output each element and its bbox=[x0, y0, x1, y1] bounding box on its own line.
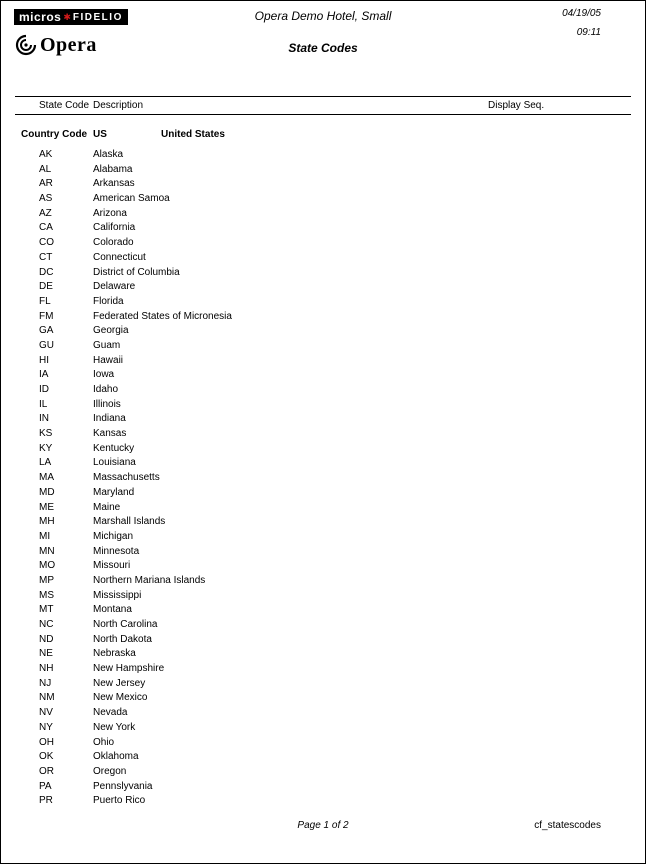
state-code-cell: MI bbox=[39, 530, 51, 542]
table-row bbox=[1, 545, 645, 560]
country-name-value: United States bbox=[161, 129, 225, 140]
state-code-cell: CA bbox=[39, 222, 53, 234]
state-description-cell: Colorado bbox=[93, 237, 134, 249]
state-code-cell: NY bbox=[39, 721, 53, 733]
state-code-cell: NE bbox=[39, 648, 53, 660]
date-time-block bbox=[562, 9, 601, 38]
state-code-cell: AZ bbox=[39, 207, 52, 219]
state-code-cell: HI bbox=[39, 354, 49, 366]
table-row bbox=[1, 618, 645, 633]
state-description-cell: Indiana bbox=[93, 413, 126, 425]
header-rule-top bbox=[15, 96, 631, 97]
state-description-cell: Georgia bbox=[93, 325, 129, 337]
table-row bbox=[1, 280, 645, 295]
table-row bbox=[1, 780, 645, 795]
state-description-cell: Nevada bbox=[93, 707, 128, 719]
table-row bbox=[1, 207, 645, 222]
state-description-cell: District of Columbia bbox=[93, 266, 180, 278]
state-code-cell: ME bbox=[39, 501, 54, 513]
state-code-cell: MN bbox=[39, 545, 55, 557]
table-row bbox=[1, 148, 645, 163]
state-description-cell: New Mexico bbox=[93, 692, 148, 704]
state-description-cell: Federated States of Micronesia bbox=[93, 310, 232, 322]
table-row bbox=[1, 662, 645, 677]
state-description-cell: New Hampshire bbox=[93, 663, 165, 675]
table-row bbox=[1, 677, 645, 692]
state-description-cell: Guam bbox=[93, 339, 121, 351]
state-description-cell: Delaware bbox=[93, 281, 136, 293]
state-code-cell: GU bbox=[39, 339, 54, 351]
report-time: 09:11 bbox=[576, 27, 601, 38]
state-code-cell: FL bbox=[39, 295, 51, 307]
state-description-cell: North Dakota bbox=[93, 633, 152, 645]
state-code-cell: AL bbox=[39, 163, 52, 175]
table-row bbox=[1, 456, 645, 471]
table-row bbox=[1, 574, 645, 589]
table-row bbox=[1, 515, 645, 530]
table-row bbox=[1, 633, 645, 648]
state-code-cell: NH bbox=[39, 663, 54, 675]
state-description-cell: North Carolina bbox=[93, 619, 158, 630]
state-description-cell: Oregon bbox=[93, 765, 127, 777]
state-description-cell: Idaho bbox=[93, 384, 119, 395]
fidelio-logo-text: FIDELIO bbox=[72, 11, 123, 23]
table-row bbox=[1, 383, 645, 398]
table-row bbox=[1, 530, 645, 545]
state-description-cell: Connecticut bbox=[93, 251, 146, 263]
table-row bbox=[1, 427, 645, 442]
state-code-cell: NV bbox=[39, 707, 53, 719]
state-code-cell: IN bbox=[39, 413, 49, 425]
table-row bbox=[1, 647, 645, 662]
state-description-cell: Marshall Islands bbox=[93, 516, 166, 528]
state-code-cell: MO bbox=[39, 560, 56, 572]
state-description-cell: Montana bbox=[93, 604, 132, 616]
state-description-cell: Oklahoma bbox=[93, 751, 139, 763]
opera-logo-text: Opera bbox=[40, 33, 97, 56]
state-description-cell: Pennslyvania bbox=[93, 780, 153, 792]
report-date: 04/19/05 bbox=[562, 8, 601, 19]
state-code-cell: DC bbox=[39, 266, 54, 278]
table-row bbox=[1, 398, 645, 413]
state-code-cell: AS bbox=[39, 193, 53, 205]
table-row bbox=[1, 471, 645, 486]
table-row bbox=[1, 765, 645, 780]
state-code-cell: CO bbox=[39, 237, 54, 249]
state-code-cell: OH bbox=[39, 736, 54, 748]
table-row bbox=[1, 794, 645, 809]
table-row bbox=[1, 339, 645, 354]
state-description-cell: New York bbox=[93, 721, 136, 733]
table-row bbox=[1, 177, 645, 192]
state-description-cell: Florida bbox=[93, 295, 124, 307]
table-row bbox=[1, 691, 645, 706]
table-row bbox=[1, 324, 645, 339]
state-description-cell: Maryland bbox=[93, 486, 135, 498]
micros-logo-text: micros bbox=[19, 10, 62, 24]
logo-star-icon: ✱ bbox=[63, 11, 71, 22]
state-description-cell: Arizona bbox=[93, 207, 127, 219]
table-row bbox=[1, 295, 645, 310]
table-row bbox=[1, 368, 645, 383]
state-description-cell: Alaska bbox=[93, 149, 124, 160]
state-description-cell: Nebraska bbox=[93, 648, 136, 660]
state-description-cell: Hawaii bbox=[93, 354, 124, 366]
state-description-cell: Northern Mariana Islands bbox=[93, 574, 206, 586]
table-row bbox=[1, 589, 645, 604]
state-description-cell: Illinois bbox=[93, 398, 121, 410]
state-code-cell: NJ bbox=[39, 677, 52, 689]
state-code-cell: MD bbox=[39, 486, 55, 498]
table-row bbox=[1, 442, 645, 457]
table-row bbox=[1, 354, 645, 369]
state-code-cell: MH bbox=[39, 516, 55, 528]
state-code-cell: NM bbox=[39, 692, 55, 704]
table-row bbox=[1, 706, 645, 721]
table-row bbox=[1, 163, 645, 178]
state-description-cell: Minnesota bbox=[93, 545, 140, 557]
column-header-display-seq: Display Seq. bbox=[488, 100, 545, 111]
state-description-cell: Mississippi bbox=[93, 589, 142, 601]
table-row bbox=[1, 251, 645, 266]
state-description-cell: Massachusetts bbox=[93, 472, 160, 484]
table-row bbox=[1, 736, 645, 751]
header-rule-bottom bbox=[15, 114, 631, 115]
table-row bbox=[1, 221, 645, 236]
table-row bbox=[1, 192, 645, 207]
table-row bbox=[1, 266, 645, 281]
state-code-cell: PA bbox=[39, 780, 52, 792]
footer-report-ref: cf_statescodes bbox=[534, 820, 601, 831]
table-row bbox=[1, 236, 645, 251]
state-code-cell: MA bbox=[39, 472, 54, 484]
state-description-cell: Michigan bbox=[93, 530, 134, 542]
hotel-title: Opera Demo Hotel, Small bbox=[254, 9, 392, 23]
table-row bbox=[1, 486, 645, 501]
state-code-cell: KS bbox=[39, 428, 53, 440]
state-code-cell: MP bbox=[39, 574, 54, 586]
state-code-cell: AR bbox=[39, 178, 53, 190]
footer-page-number: Page 1 of 2 bbox=[297, 820, 349, 831]
state-code-cell: GA bbox=[39, 325, 54, 337]
state-rows-list bbox=[1, 148, 645, 809]
table-row bbox=[1, 603, 645, 618]
state-code-cell: NC bbox=[39, 619, 54, 630]
state-code-cell: ND bbox=[39, 633, 54, 645]
state-code-cell: DE bbox=[39, 281, 53, 293]
state-description-cell: Kansas bbox=[93, 428, 127, 440]
state-description-cell: New Jersey bbox=[93, 677, 146, 689]
state-code-cell: LA bbox=[39, 457, 52, 469]
state-description-cell: Puerto Rico bbox=[93, 795, 146, 807]
state-code-cell: OR bbox=[39, 765, 54, 777]
state-code-cell: IA bbox=[39, 369, 49, 381]
state-description-cell: Arkansas bbox=[93, 178, 135, 190]
column-header-description: Description bbox=[93, 100, 144, 111]
state-description-cell: Missouri bbox=[93, 560, 131, 572]
state-code-cell: KY bbox=[39, 442, 53, 454]
state-code-cell: PR bbox=[39, 795, 53, 807]
state-code-cell: MT bbox=[39, 604, 54, 616]
table-row bbox=[1, 721, 645, 736]
state-description-cell: American Samoa bbox=[93, 193, 170, 205]
table-row bbox=[1, 501, 645, 516]
state-description-cell: Louisiana bbox=[93, 457, 136, 469]
table-row bbox=[1, 412, 645, 427]
report-title: State Codes bbox=[288, 41, 358, 55]
country-code-label: Country Code bbox=[21, 129, 88, 140]
state-description-cell: Ohio bbox=[93, 736, 115, 748]
table-row bbox=[1, 310, 645, 325]
table-row bbox=[1, 559, 645, 574]
state-description-cell: Kentucky bbox=[93, 442, 135, 454]
state-code-cell: AK bbox=[39, 149, 53, 160]
state-description-cell: Iowa bbox=[93, 369, 115, 381]
state-description-cell: California bbox=[93, 222, 136, 234]
state-code-cell: IL bbox=[39, 398, 48, 410]
state-code-cell: ID bbox=[39, 384, 49, 395]
table-row bbox=[1, 750, 645, 765]
state-description-cell: Maine bbox=[93, 501, 121, 513]
state-code-cell: OK bbox=[39, 751, 54, 763]
state-code-cell: MS bbox=[39, 589, 54, 601]
state-code-cell: CT bbox=[39, 251, 53, 263]
state-description-cell: Alabama bbox=[93, 163, 133, 175]
state-code-cell: FM bbox=[39, 310, 54, 322]
country-code-value: US bbox=[93, 129, 107, 140]
column-header-state-code: State Code bbox=[39, 100, 90, 111]
